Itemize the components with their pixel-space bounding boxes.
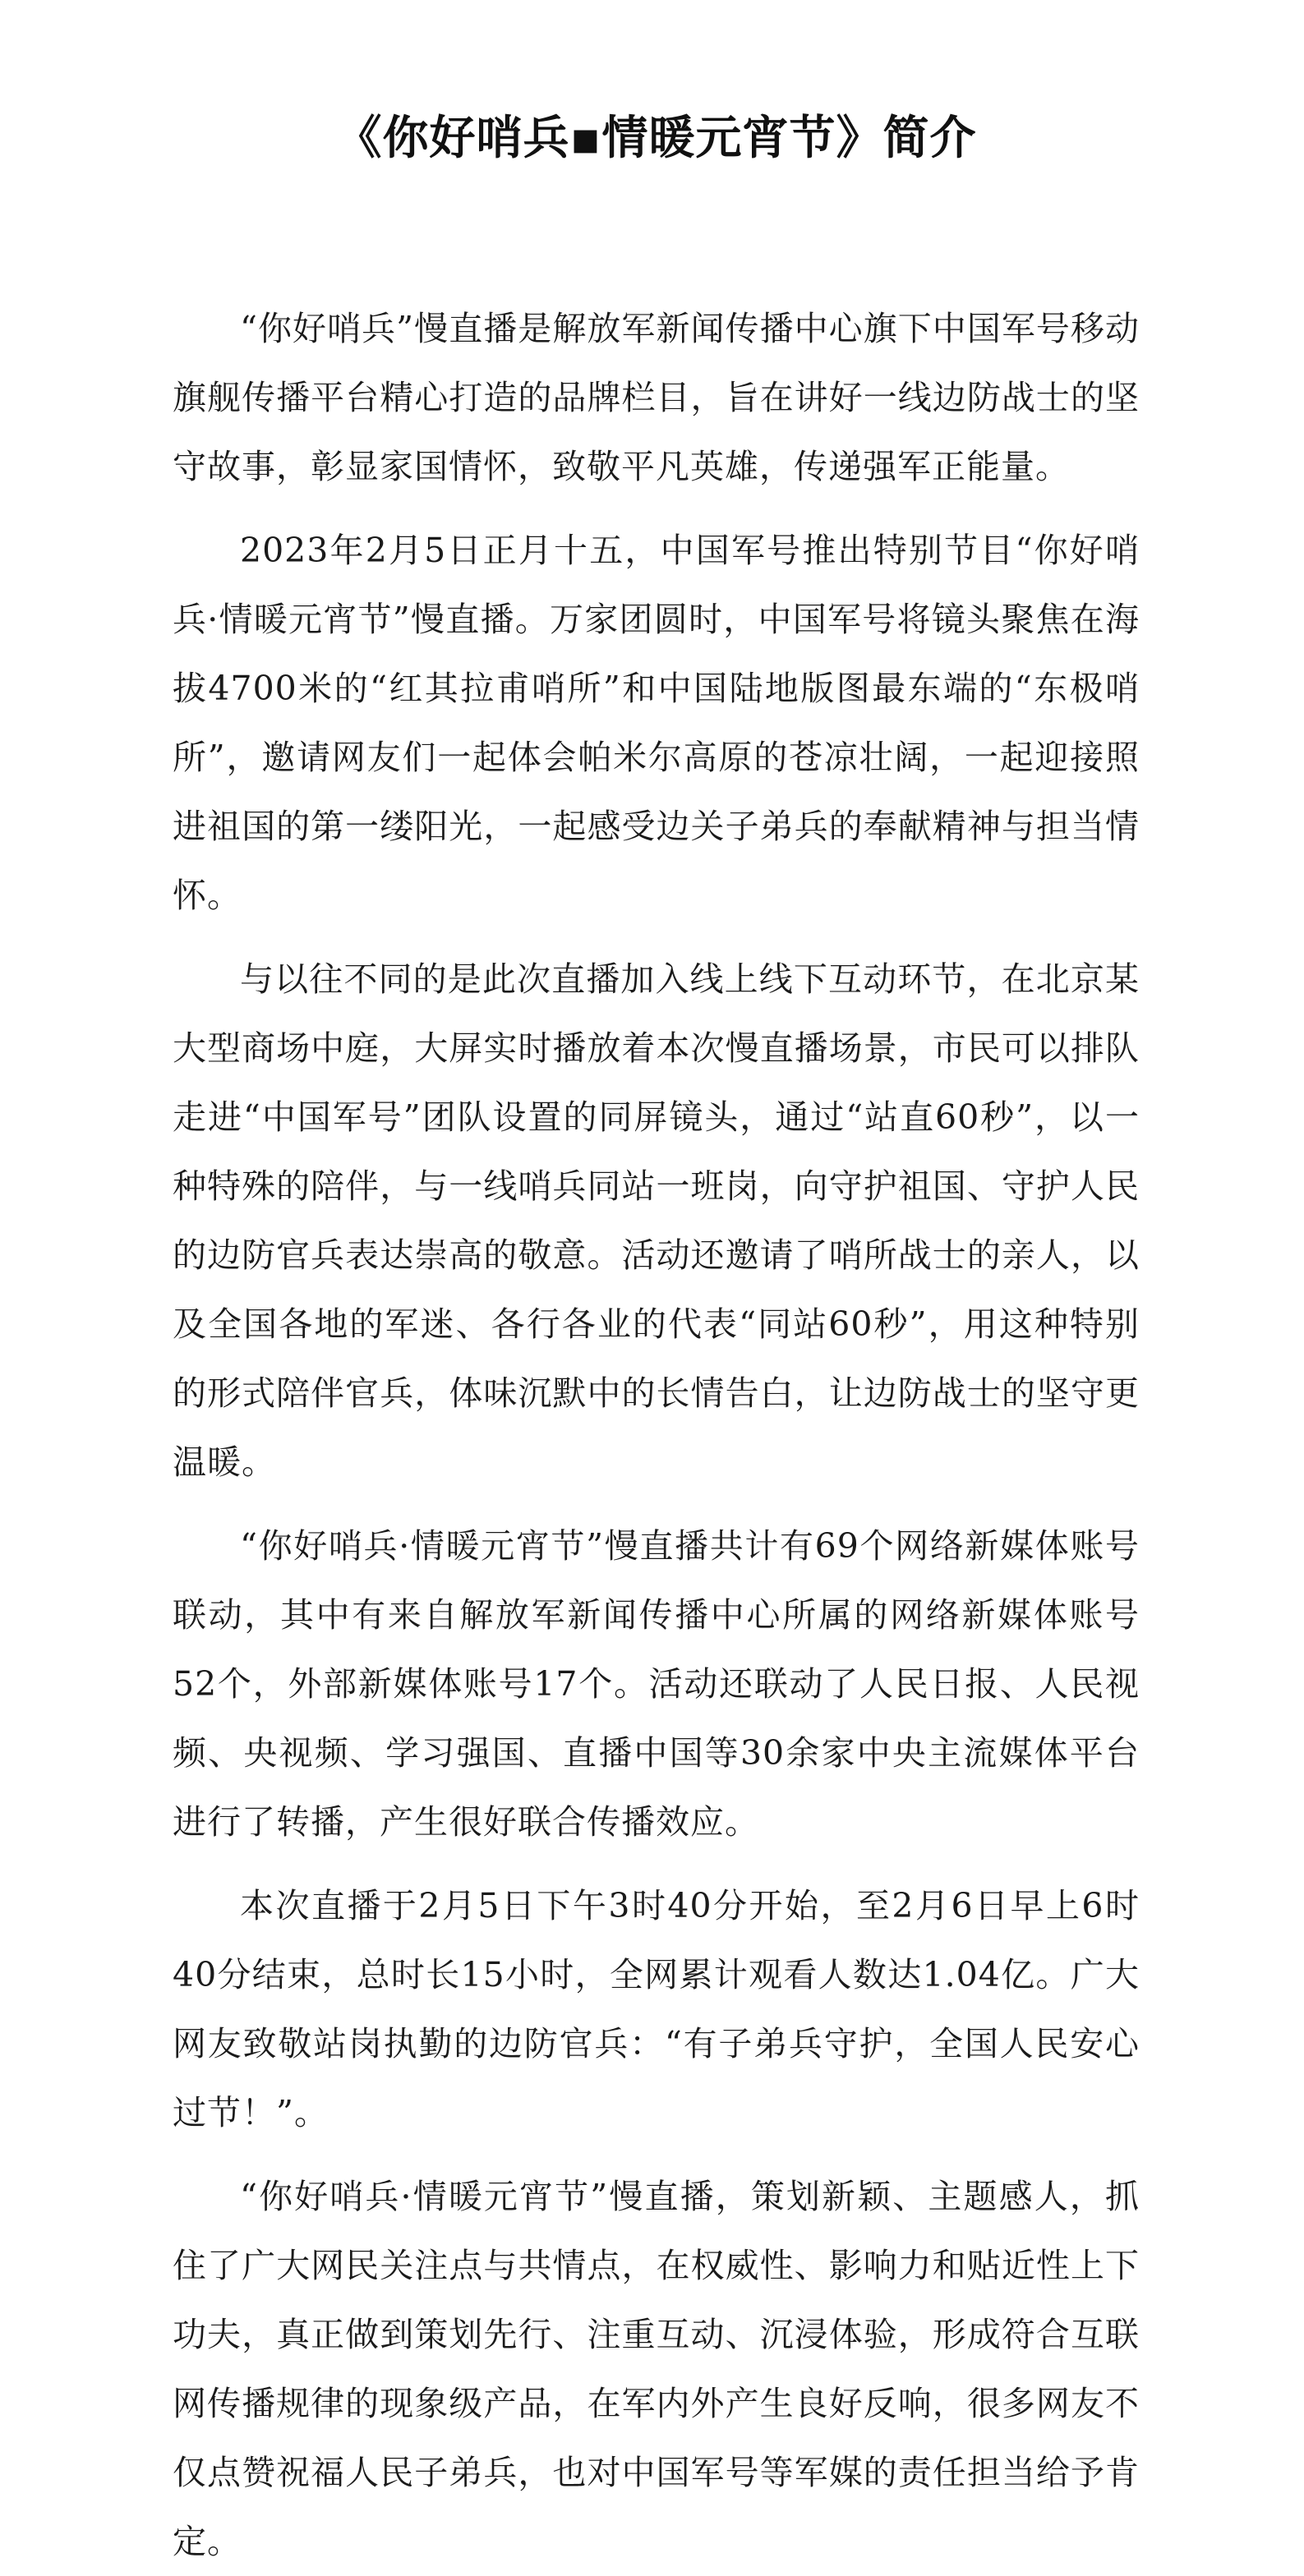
paragraph-program: 2023年2月5日正月十五，中国军号推出特别节目“你好哨兵·情暖元宵节”慢直播。万家团圆时，中国军号将镜头聚焦在海拔4700米的“红其拉甫哨所”和中国陆地版图最东端的“东极哨所”，邀请网友们一起体会帕米尔高原的苍凉壮阔，一起迎接照进祖国的第一缕阳光，一起感受边关子弟兵的奉献精神与担当情怀。 bbox=[173, 531, 1140, 915]
document-body bbox=[173, 294, 1140, 2576]
paragraph-intro: “你好哨兵”慢直播是解放军新闻传播中心旗下中国军号移动旗舰传播平台精心打造的品牌栏目，旨在讲好一线边防战士的坚守故事，彰显家国情怀，致敬平凡英雄，传递强军正能量。 bbox=[173, 309, 1140, 486]
paragraph-media-linkage: “你好哨兵·情暖元宵节”慢直播共计有69个网络新媒体账号联动，其中有来自解放军新闻传播中心所属的网络新媒体账号52个，外部新媒体账号17个。活动还联动了人民日报、人民视频、央视频、学习强国、直播中国等30余家中央主流媒体平台进行了转播，产生很好联合传播效应。 bbox=[173, 1526, 1140, 1842]
paragraph-interaction: 与以往不同的是此次直播加入线上线下互动环节，在北京某大型商场中庭，大屏实时播放着本次慢直播场景，市民可以排队走进“中国军号”团队设置的同屏镜头，通过“站直60秒”，以一种特殊的陪伴，与一线哨兵同站一班岗，向守护祖国、守护人民的边防官兵表达崇高的敬意。活动还邀请了哨所战士的亲人，以及全国各地的军迷、各行各业的代表“同站60秒”，用这种特别的形式陪伴官兵，体味沉默中的长情告白，让边防战士的坚守更温暖。 bbox=[173, 959, 1140, 1482]
document-title: 《你好哨兵▪情暖元宵节》简介 bbox=[335, 111, 977, 165]
paragraph-evaluation: “你好哨兵·情暖元宵节”慢直播，策划新颖、主题感人，抓住了广大网民关注点与共情点，在权威性、影响力和贴近性上下功夫，真正做到策划先行、注重互动、沉浸体验，形成符合互联网传播规律的现象级产品，在军内外产生良好反响，很多网友不仅点赞祝福人民子弟兵，也对中国军号等军媒的责任担当给予肯定。 bbox=[173, 2177, 1140, 2561]
paragraph-statistics: 本次直播于2月5日下午3时40分开始，至2月6日早上6时40分结束，总时长15小时，全网累计观看人数达1.04亿。广大网友致敬站岗执勤的边防官兵：“有子弟兵守护，全国人民安心过节！”。 bbox=[173, 1886, 1140, 2132]
